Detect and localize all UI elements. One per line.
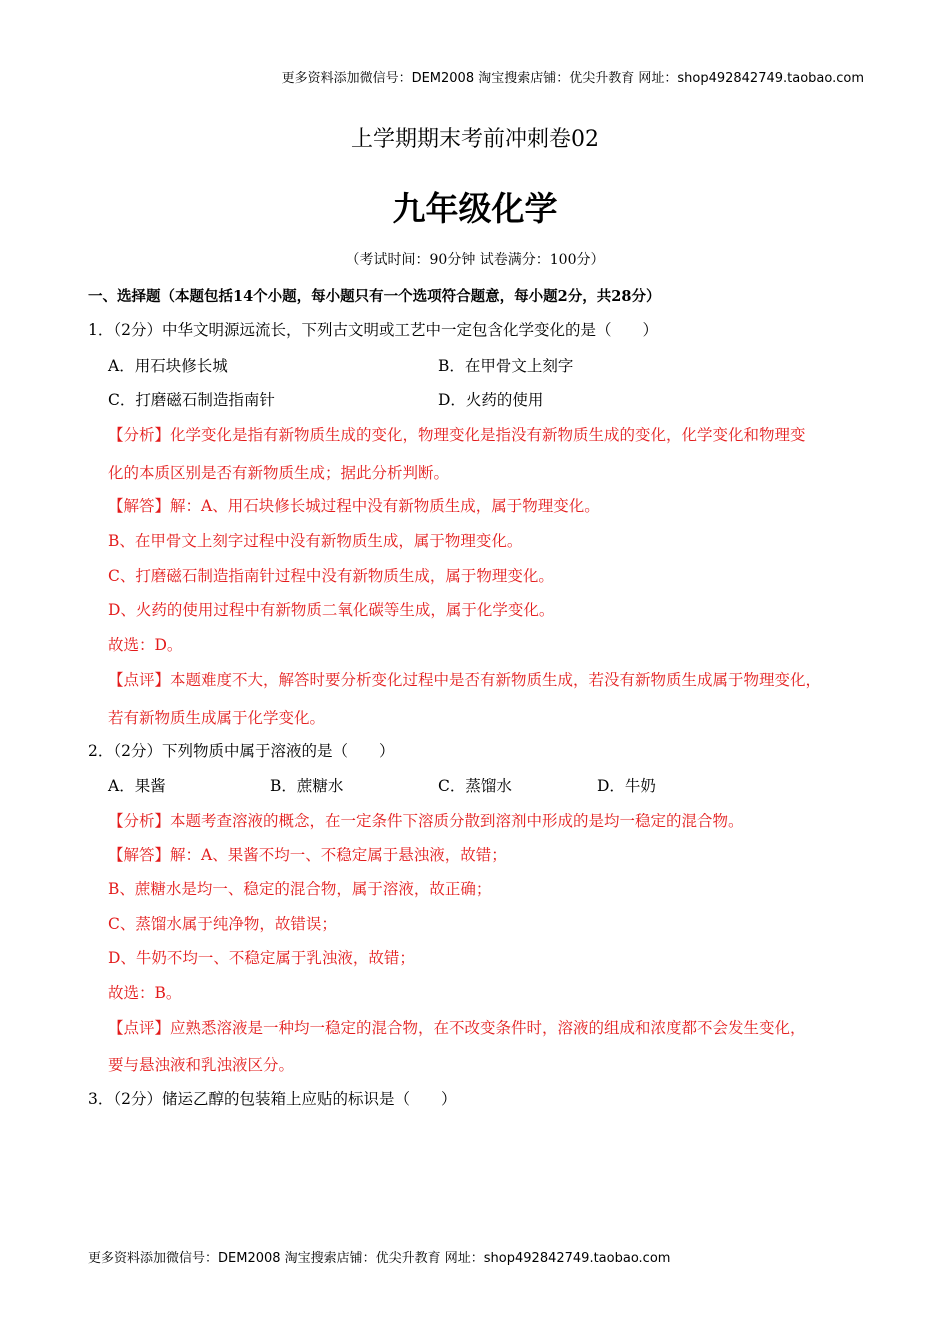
q1-answer-line-2: B、在甲骨文上刻字过程中没有新物质生成，属于物理变化。	[108, 532, 523, 550]
q1-comment-line-2: 若有新物质生成属于化学变化。	[108, 709, 326, 727]
question-3-stem: 3．（2分）储运乙醇的包装箱上应贴的标识是（ ）	[88, 1090, 457, 1108]
q2-answer-line-1: 【解答】解：A、果酱不均一、不稳定属于悬浊液，故错；	[108, 846, 507, 864]
exam-info: （考试时间：90分钟 试卷满分：100分）	[345, 252, 605, 268]
q2-option-b: B．蔗糖水	[270, 777, 344, 795]
q2-option-c: C．蒸馏水	[438, 777, 512, 795]
q2-option-a: A．果酱	[108, 777, 166, 795]
header-note: 更多资料添加微信号：DEM2008 淘宝搜索店铺：优尖升教育 网址：shop492842749.taobao.com	[281, 71, 864, 86]
q1-choice: 故选：D。	[108, 636, 183, 654]
q1-option-b: B．在甲骨文上刻字	[438, 357, 574, 375]
q2-choice: 故选：B。	[108, 984, 182, 1002]
q1-option-a: A．用石块修长城	[108, 357, 228, 375]
q1-analysis-line-1: 【分析】化学变化是指有新物质生成的变化，物理变化是指没有新物质生成的变化，化学变化和物理变	[108, 426, 806, 444]
section-heading: 一、选择题（本题包括14个小题，每小题只有一个选项符合题意，每小题2分，共28分）	[88, 288, 661, 305]
q1-option-d: D．火药的使用	[438, 391, 544, 409]
q2-answer-line-4: D、牛奶不均一、不稳定属于乳浊液，故错；	[108, 949, 415, 967]
q2-comment-line-1: 【点评】应熟悉溶液是一种均一稳定的混合物，在不改变条件时，溶液的组成和浓度都不会发生变化，	[108, 1019, 806, 1037]
q2-analysis-line-1: 【分析】本题考查溶液的概念，在一定条件下溶质分散到溶剂中形成的是均一稳定的混合物。	[108, 812, 744, 830]
q2-comment-line-2: 要与悬浊液和乳浊液区分。	[108, 1056, 295, 1074]
q2-option-d: D．牛奶	[597, 777, 656, 795]
q1-analysis-line-2: 化的本质区别是否有新物质生成；据此分析判断。	[108, 464, 450, 482]
q2-answer-line-3: C、蒸馏水属于纯净物，故错误；	[108, 915, 337, 933]
q1-option-c: C．打磨磁石制造指南针	[108, 391, 275, 409]
q1-answer-line-4: D、火药的使用过程中有新物质二氧化碳等生成，属于化学变化。	[108, 601, 555, 619]
q1-answer-line-1: 【解答】解：A、用石块修长城过程中没有新物质生成，属于物理变化。	[108, 497, 600, 515]
exam-title: 上学期期末考前冲刺卷02	[351, 127, 599, 152]
q2-answer-line-2: B、蔗糖水是均一、稳定的混合物，属于溶液，故正确；	[108, 880, 492, 898]
footer-note: 更多资料添加微信号：DEM2008 淘宝搜索店铺：优尖升教育 网址：shop492842749.taobao.com	[88, 1251, 671, 1266]
q1-comment-line-1: 【点评】本题难度不大，解答时要分析变化过程中是否有新物质生成，若没有新物质生成属于物理变化，	[108, 671, 822, 689]
question-1-stem: 1．（2分）中华文明源远流长，下列古文明或工艺中一定包含化学变化的是（ ）	[88, 321, 658, 339]
question-2-stem: 2．（2分）下列物质中属于溶液的是（ ）	[88, 742, 395, 760]
q1-answer-line-3: C、打磨磁石制造指南针过程中没有新物质生成，属于物理变化。	[108, 567, 554, 585]
subject-title: 九年级化学	[392, 189, 558, 228]
